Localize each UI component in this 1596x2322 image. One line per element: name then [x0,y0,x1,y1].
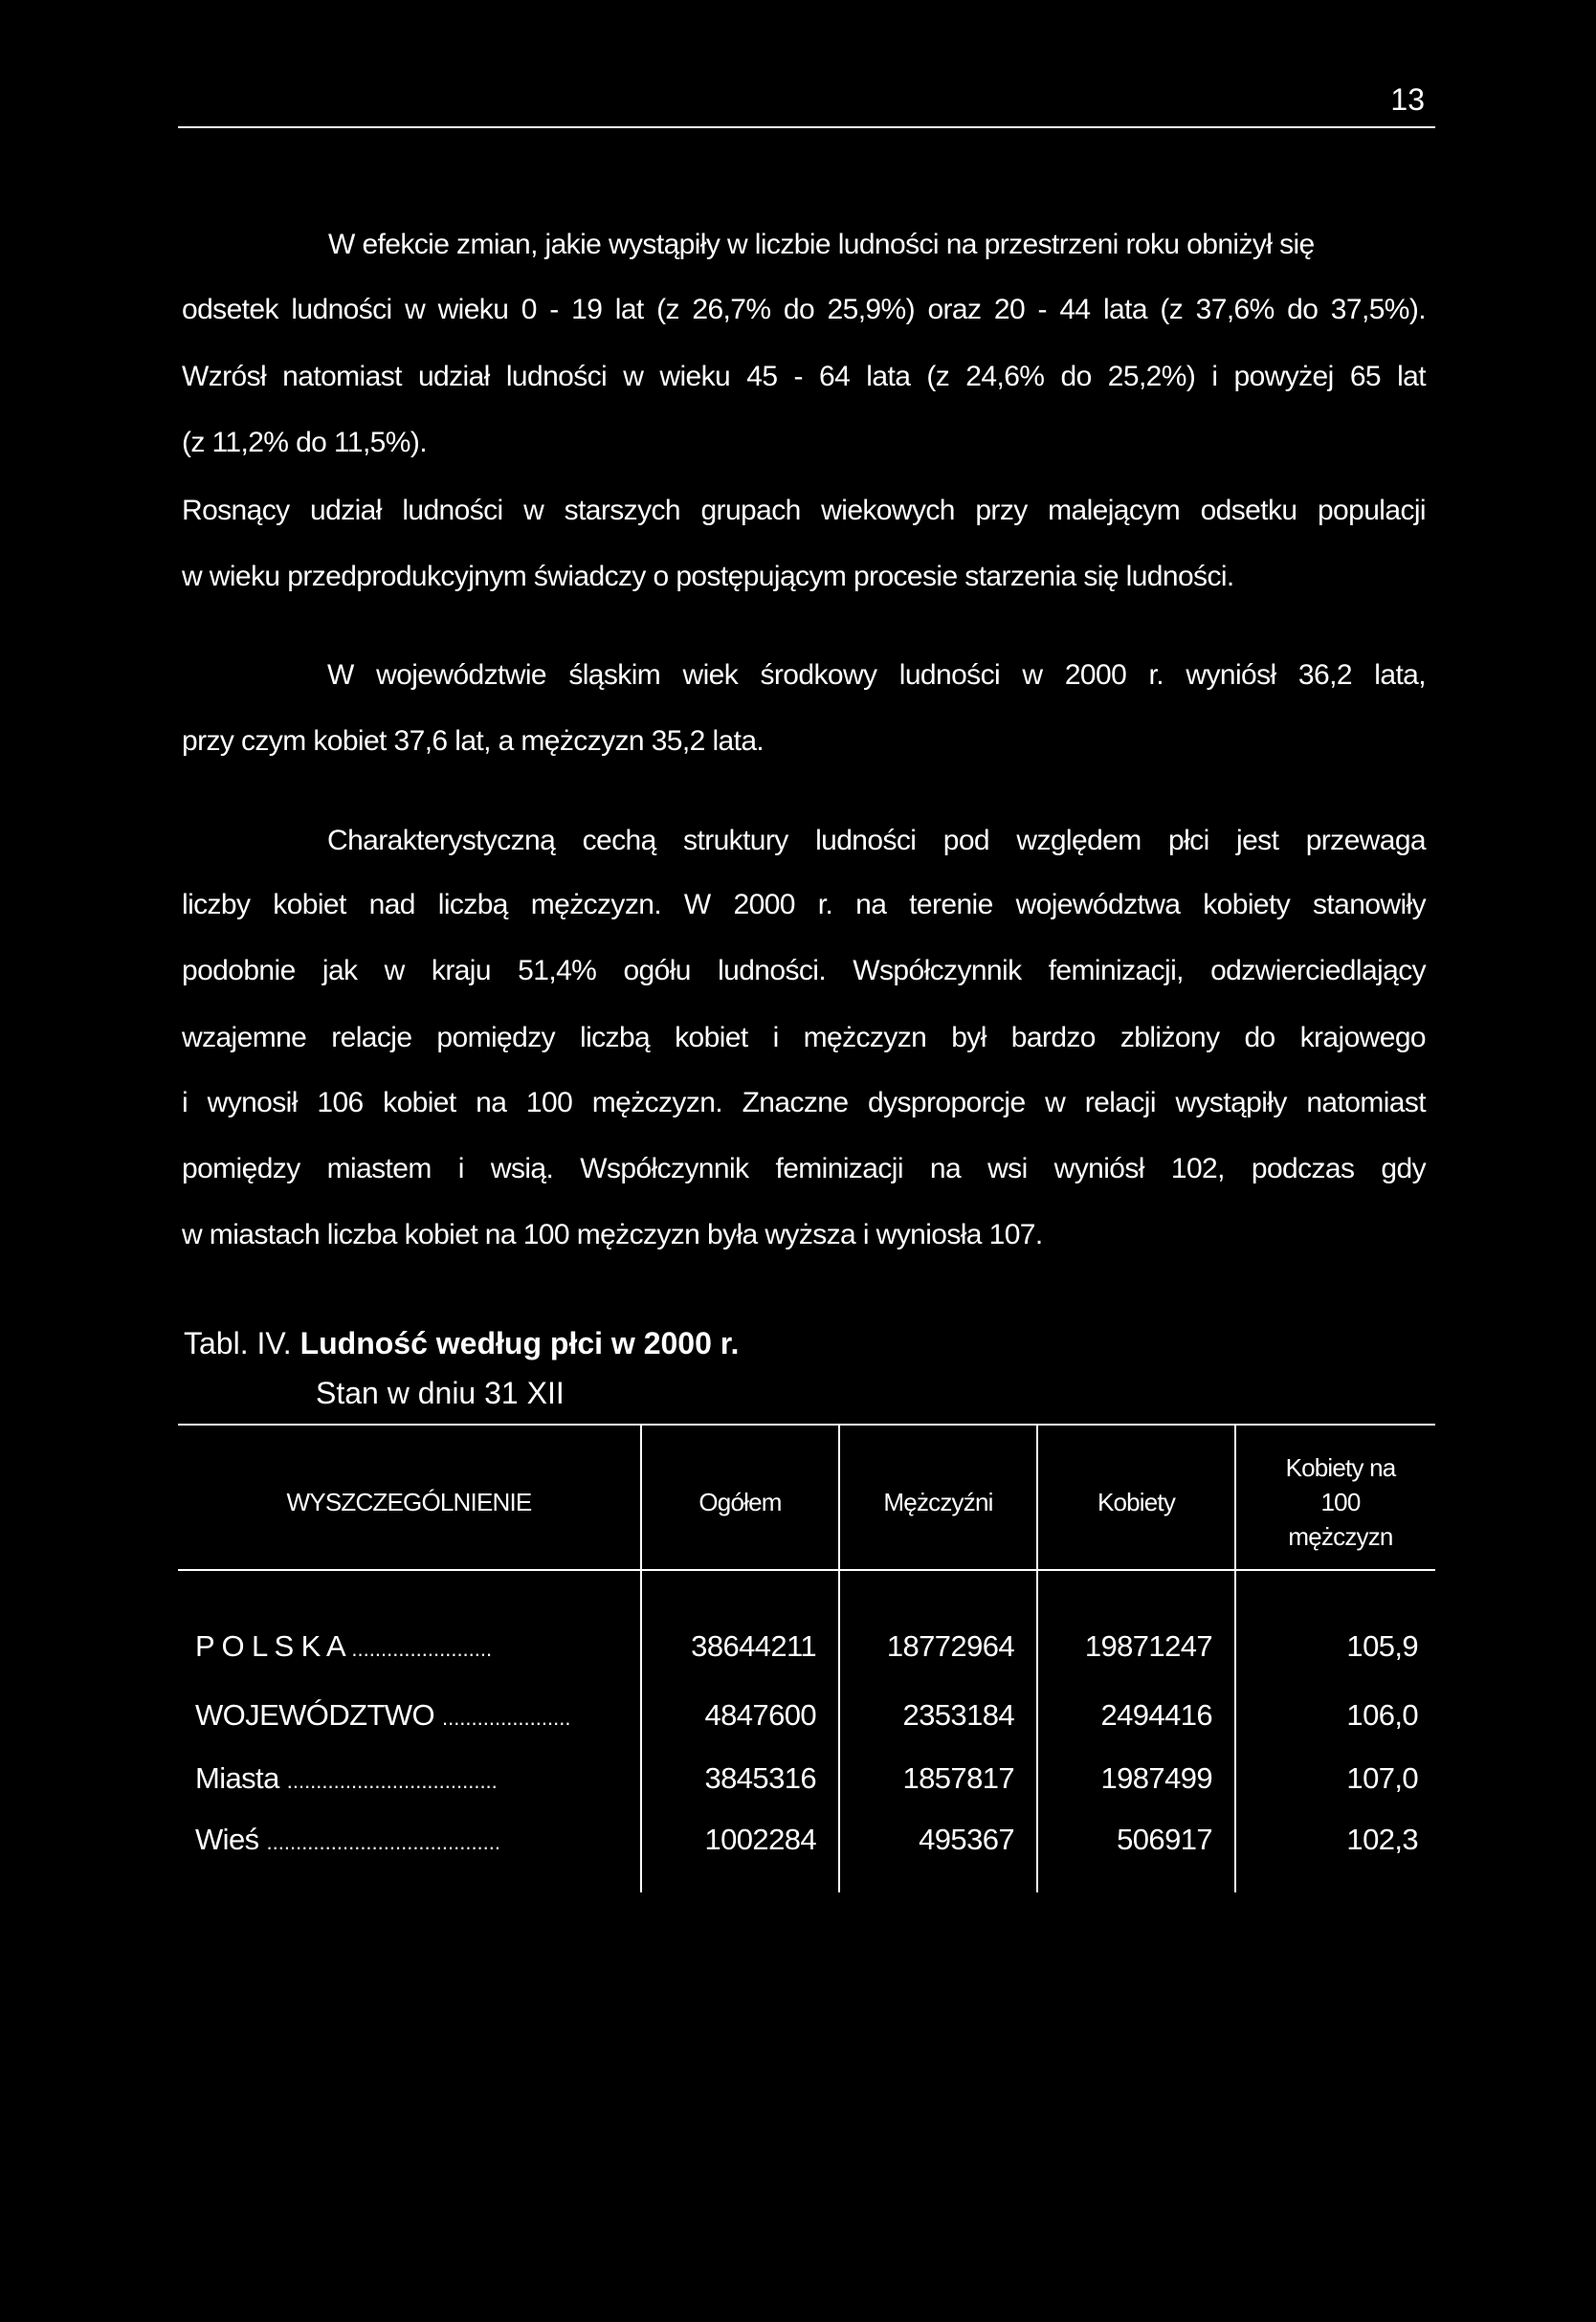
cell-men: 495367 [919,1823,1014,1856]
table-row [178,1692,1435,1739]
text-line: wzajemne relacje pomiędzy liczbą kobiet i mężczyzn był bardzo zbliżony do krajowego [182,1022,1426,1053]
text-line: Charakterystyczną cechą struktury ludności pod względem płci jest przewaga [327,825,1426,856]
text-line: Rosnący udział ludności w starszych grupach wiekowych przy malejącym odsetku populacji [182,495,1426,526]
column-header-total: Ogółem [698,1488,782,1516]
cell-women: 2494416 [1100,1698,1212,1732]
cell-men: 2353184 [902,1698,1014,1732]
table-header-rule [178,1569,1435,1571]
page-number: 13 [1390,82,1425,117]
cell-women: 19871247 [1084,1629,1212,1663]
cell-women: 1987499 [1100,1761,1212,1795]
row-label: WOJEWÓDZTWO ...................... [195,1698,571,1732]
row-label: Wieś ........................................ [195,1823,501,1856]
column-header-description: WYSZCZEGÓLNIENIE [286,1488,532,1516]
table-top-rule [178,1424,1435,1426]
text-line: pomiędzy miastem i wsią. Współczynnik feminizacji na wsi wyniósł 102, podczas gdy [182,1153,1426,1184]
table-row [178,1755,1435,1802]
text-line: i wynosił 106 kobiet na 100 mężczyzn. Znaczne dysproporcje w relacji wystąpiły natomiast [182,1087,1426,1118]
cell-feminization: 105,9 [1346,1629,1418,1663]
cell-men: 18772964 [886,1629,1014,1663]
row-label: Miasta .................................... [195,1761,498,1795]
cell-feminization: 102,3 [1346,1823,1418,1856]
text-line: podobnie jak w kraju 51,4% ogółu ludności. Współczynnik feminizacji, odzwierciedlający [182,955,1426,986]
population-by-sex-table [178,1424,1435,1892]
text-line: przy czym kobiet 37,6 lat, a mężczyzn 35,2 lata. [182,725,765,757]
cell-feminization: 107,0 [1346,1761,1418,1795]
text-line: w miastach liczba kobiet na 100 mężczyzn była wyższa i wyniosła 107. [182,1219,1043,1250]
text-line: Wzrósł natomiast udział ludności w wieku 45 - 64 lata (z 24,6% do 25,2%) i powyżej 65 lat [182,361,1426,392]
cell-feminization: 106,0 [1346,1698,1418,1732]
table-subcaption: Stan w dniu 31 XII [316,1376,565,1410]
text-line: (z 11,2% do 11,5%). [182,427,427,458]
text-line: w wieku przedprodukcyjnym świadczy o postępującym procesie starzenia się ludności. [182,561,1234,592]
cell-total: 1002284 [704,1823,816,1856]
table-caption-prefix: Tabl. IV. [184,1326,300,1360]
column-header-feminization: Kobiety na 100 mężczyzn [1285,1453,1396,1551]
text-line: W efekcie zmian, jakie wystąpiły w liczbie ludności na przestrzeni roku obniżył się [328,229,1315,260]
text-line: odsetek ludności w wieku 0 - 19 lat (z 26,7% do 25,9%) oraz 20 - 44 lata (z 37,6% do 37,5%). [182,294,1426,325]
cell-total: 4847600 [704,1698,816,1732]
table-row [178,1623,1435,1670]
text-line: W województwie śląskim wiek środkowy ludności w 2000 r. wyniósł 36,2 lata, [327,659,1426,691]
column-header-men: Mężczyźni [883,1488,993,1516]
table-caption-title: Ludność według płci w 2000 r. [299,1326,740,1360]
cell-women: 506917 [1117,1823,1212,1856]
text-line: liczby kobiet nad liczbą mężczyzn. W 2000 r. na terenie województwa kobiety stanowiły [182,889,1426,920]
cell-men: 1857817 [902,1761,1014,1795]
column-header-women: Kobiety [1097,1488,1176,1516]
row-label: P O L S K A ........................ [195,1629,493,1663]
table-row [178,1816,1435,1864]
table-caption [184,1322,739,1364]
cell-total: 3845316 [704,1761,816,1795]
header-rule [178,126,1435,128]
cell-total: 38644211 [691,1629,816,1663]
